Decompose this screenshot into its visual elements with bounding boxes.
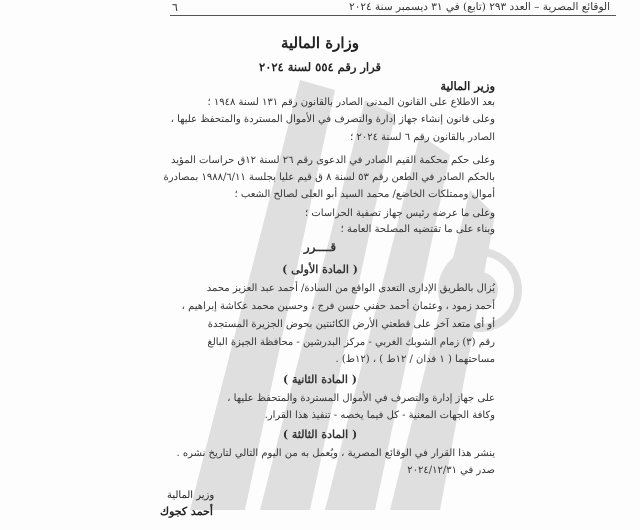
preamble-line: الصادر بالقانون رقم ٦ لسنة ٢٠٢٤ ؛ <box>350 132 495 143</box>
running-header: الوقائع المصرية – العدد ٢٩٣ (تابع) في ٣١ ديسمبر سنة ٢٠٢٤ <box>349 1 610 13</box>
article-2-heading: ( المادة الثانية ) <box>282 373 358 386</box>
page-number: ٦ <box>172 1 178 14</box>
ministry-title: وزارة المالية <box>280 34 360 52</box>
issuer-label: وزير المالية <box>440 79 495 93</box>
article-3-line: صدر في ٢٠٢٤/١٢/٣١ <box>407 465 495 476</box>
article-1-line: رقم (٣) زمام الشوبك الغربي - مركز البدرشين - محافظة الجيزة البالغ <box>207 337 495 348</box>
article-1-line: مساحتهما ( ١ فدان / ١٢ط ) ، (١٢ط) . <box>335 354 495 365</box>
article-1-line: أو أى متعد آخر على قطعتي الأرض الكائنتين بحوض الجزيرة المستجدة <box>207 319 495 330</box>
decree-title: قرار رقم ٥٥٤ لسنة ٢٠٢٤ <box>259 60 381 74</box>
preamble-line: وعلى حكم محكمة القيم الصادر في الدعوى رقم ٢٦ لسنة ١٢ق حراسات المؤيد <box>171 155 495 166</box>
signature-title: وزير المالية <box>167 490 215 501</box>
signature-name: أحمد كجوك <box>160 505 213 518</box>
header-rule <box>170 15 616 16</box>
preamble-line: وبناء على ما تقتضيه المصلحة العامة ؛ <box>340 224 495 235</box>
article-2-line: على جهاز إدارة والتصرف في الأموال المستردة والمتحفظ عليها ، <box>227 393 495 404</box>
article-1-heading: ( المادة الأولى ) <box>282 263 358 276</box>
preamble-line: وعلى قانون إنشاء جهاز إدارة والتصرف في الأموال المستردة والمتحفظ عليها ، <box>170 114 495 125</box>
preamble-line: بالحكم الصادر في الطعن رقم ٥٣ لسنة ٨ ق قيم عليا بجلسة ١٩٨٨/٦/١١ بمصادرة <box>163 172 495 183</box>
article-3-heading: ( المادة الثالثة ) <box>282 428 358 441</box>
preamble-line: بعد الاطلاع على القانون المدنى الصادر بالقانون رقم ١٣١ لسنة ١٩٤٨ ؛ <box>207 97 495 108</box>
article-3-line: ينشر هذا القرار في الوقائع المصرية ، ويُعمل به من اليوم التالي لتاريخ نشره . <box>176 448 495 459</box>
preamble-line: وعلى ما عرضه رئيس جهاز تصفية الحراسات ؛ <box>305 208 495 219</box>
decides-heading: قــــرر <box>303 240 337 254</box>
article-1-line: يُزال بالطريق الإدارى التعدى الواقع من السادة/ أحمد عبد العزيز محمد <box>206 283 495 294</box>
article-1-line: أحمد زمود ، وعثمان أحمد حفني حسن فرج ، وحسين محمد عكاشة إبراهيم ، <box>181 301 495 312</box>
article-2-line: وكافة الجهات المعنية - كل فيما يخصه - تنفيذ هذا القرار. <box>264 410 495 421</box>
preamble-line: أموال وممتلكات الخاضع/ محمد السيد أبو العلى لصالح الشعب ؛ <box>234 189 495 200</box>
